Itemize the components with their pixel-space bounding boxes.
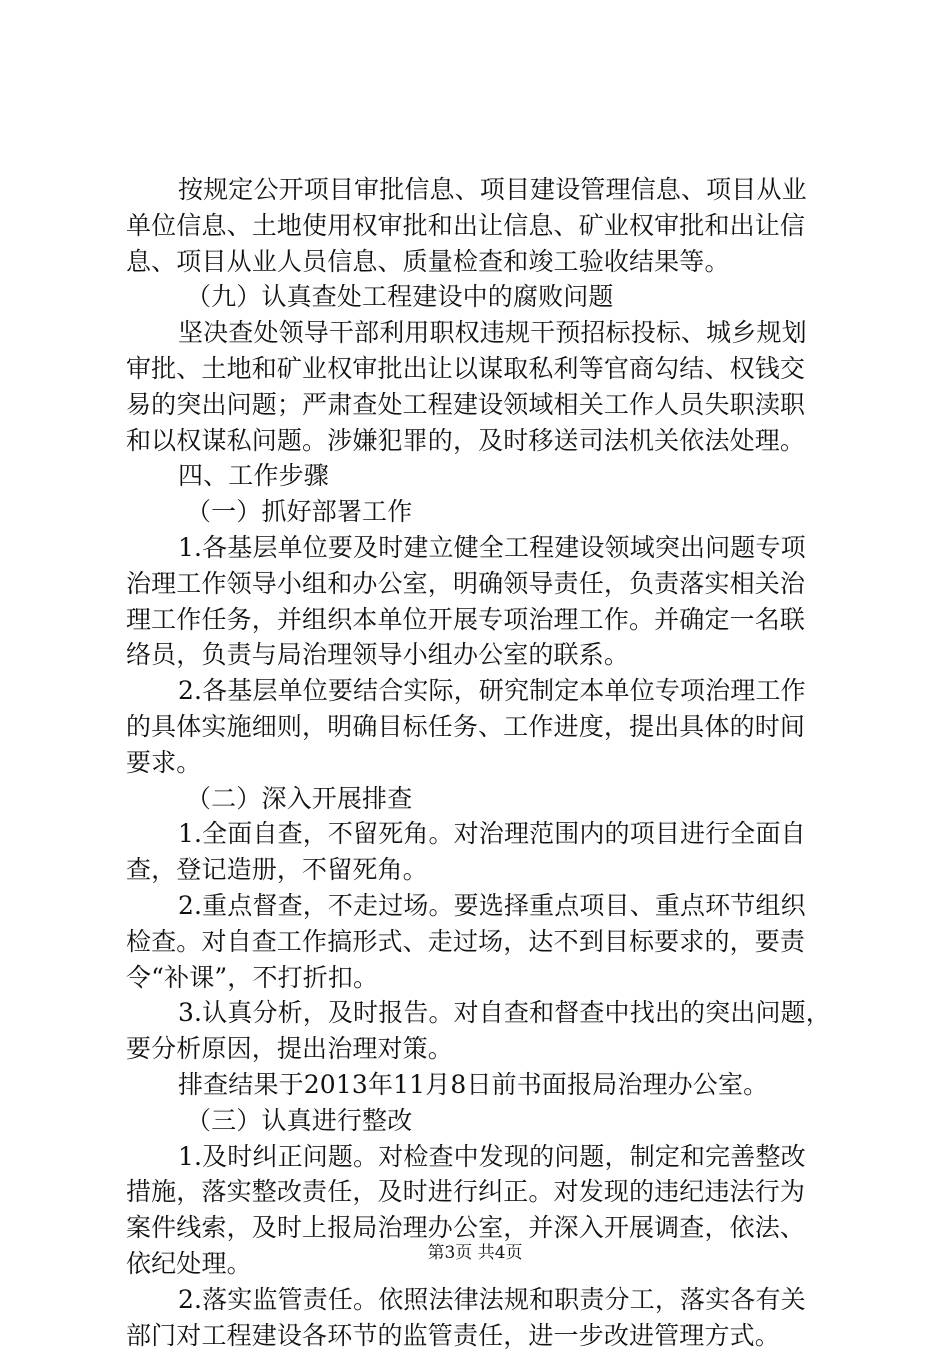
body-line-15: 2.各基层单位要结合实际，研究制定本单位专项治理工作 [126, 673, 830, 709]
section-heading-2: （二）深入开展排查 [126, 781, 830, 817]
body-line-11: 1.各基层单位要及时建立健全工程建设领域突出问题专项 [126, 530, 830, 566]
body-line-17: 要求。 [126, 745, 830, 781]
body-line-20: 查，登记造册，不留死角。 [126, 852, 830, 888]
body-line-24: 3.认真分析，及时报告。对自查和督查中找出的突出问题， [126, 995, 830, 1031]
section-heading-3: （三）认真进行整改 [126, 1103, 830, 1139]
body-line-32: 2.落实监管责任。依照法律法规和职责分工，落实各有关 [126, 1282, 830, 1318]
section-heading-9: （九）认真查处工程建设中的腐败问题 [126, 279, 830, 315]
body-line-12: 治理工作领导小组和办公室，明确领导责任，负责落实相关治 [126, 566, 830, 602]
body-line-30: 案件线索，及时上报局治理办公室，并深入开展调查，依法、 [126, 1210, 830, 1246]
body-line-16: 的具体实施细则，明确目标任务、工作进度，提出具体的时间 [126, 709, 830, 745]
body-line-14: 络员，负责与局治理领导小组办公室的联系。 [126, 637, 830, 673]
body-line-5: 坚决查处领导干部利用职权违规干预招标投标、城乡规划 [126, 315, 830, 351]
page-number-footer: 第3页 共4页 [0, 1242, 950, 1264]
body-line-3: 息、项目从业人员信息、质量检查和竣工验收结果等。 [126, 244, 830, 280]
body-line-25: 要分析原因，提出治理对策。 [126, 1031, 830, 1067]
body-line-13: 理工作任务，并组织本单位开展专项治理工作。并确定一名联 [126, 602, 830, 638]
body-line-29: 措施，落实整改责任，及时进行纠正。对发现的违纪违法行为 [126, 1174, 830, 1210]
body-line-22: 检查。对自查工作搞形式、走过场，达不到目标要求的，要责 [126, 924, 830, 960]
body-line-19: 1.全面自查，不留死角。对治理范围内的项目进行全面自 [126, 816, 830, 852]
body-line-6: 审批、土地和矿业权审批出让以谋取私利等官商勾结、权钱交 [126, 351, 830, 387]
section-heading-1: （一）抓好部署工作 [126, 494, 830, 530]
body-line-26: 排查结果于2013年11月8日前书面报局治理办公室。 [126, 1067, 830, 1103]
body-line-31: 依纪处理。 [126, 1246, 830, 1282]
body-line-33: 部门对工程建设各环节的监管责任，进一步改进管理方式。 [126, 1318, 830, 1353]
body-line-23: 令“补课”，不打折扣。 [126, 960, 830, 996]
body-line-1: 按规定公开项目审批信息、项目建设管理信息、项目从业 [126, 172, 830, 208]
body-line-8: 和以权谋私问题。涉嫌犯罪的，及时移送司法机关依法处理。 [126, 423, 830, 459]
body-line-28: 1.及时纠正问题。对检查中发现的问题，制定和完善整改 [126, 1139, 830, 1175]
body-line-21: 2.重点督查，不走过场。要选择重点项目、重点环节组织 [126, 888, 830, 924]
body-line-2: 单位信息、土地使用权审批和出让信息、矿业权审批和出让信 [126, 208, 830, 244]
chapter-heading-4: 四、工作步骤 [126, 458, 830, 494]
body-line-7: 易的突出问题；严肃查处工程建设领域相关工作人员失职渎职 [126, 387, 830, 423]
